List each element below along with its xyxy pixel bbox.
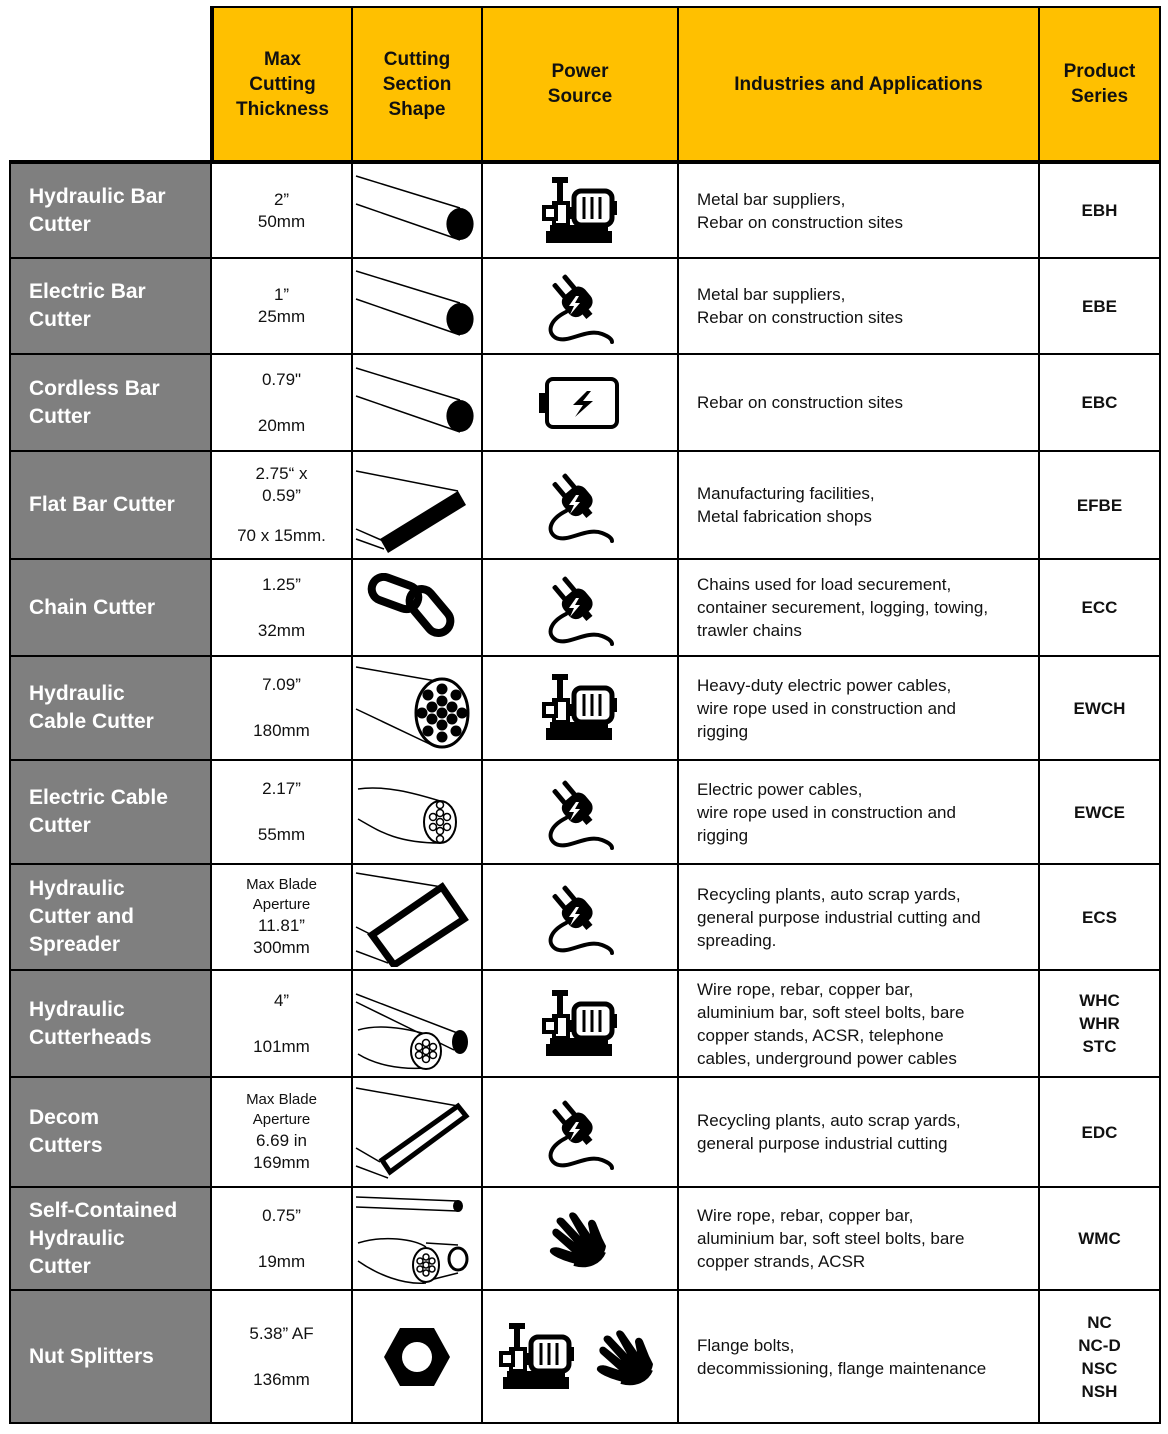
thickness-line: 6.69 in bbox=[255, 1131, 308, 1150]
thickness-line: 300mm bbox=[253, 938, 310, 957]
thickness-cell bbox=[212, 1188, 353, 1291]
product-name bbox=[29, 183, 166, 239]
product-series-code: NSC bbox=[1081, 1358, 1118, 1378]
hydraulic-pump-icon bbox=[497, 1319, 577, 1395]
bar-and-rope-icon bbox=[354, 976, 480, 1072]
applications-line: Electric power cables, bbox=[697, 779, 863, 799]
product-name-cell bbox=[9, 761, 212, 865]
applications-line: decommissioning, flange maintenance bbox=[697, 1358, 987, 1378]
thickness-line: Aperture bbox=[252, 896, 311, 913]
thickness-line: 101mm bbox=[253, 1036, 310, 1056]
applications-line: rigging bbox=[697, 721, 749, 741]
product-name-line: Hydraulic Bar bbox=[29, 184, 166, 208]
applications-line: spreading. bbox=[697, 930, 777, 950]
thickness-cell bbox=[212, 657, 353, 761]
product-series-code: EDC bbox=[1081, 1122, 1118, 1142]
hand-icon bbox=[591, 1324, 663, 1390]
applications-cell bbox=[679, 865, 1040, 971]
power-source-cell bbox=[483, 657, 679, 761]
product-name-cell bbox=[9, 1188, 212, 1291]
product-series-code: NC bbox=[1087, 1312, 1112, 1332]
product-series-code: STC bbox=[1082, 1037, 1117, 1056]
product-name-cell bbox=[9, 971, 212, 1078]
thickness-line: 11.81” bbox=[258, 916, 305, 935]
product-name bbox=[29, 1343, 154, 1371]
power-source-cell bbox=[483, 1078, 679, 1188]
thickness-line: 25mm bbox=[257, 307, 306, 326]
header-section-shape-line: Section bbox=[382, 73, 452, 95]
product-name-line: Self-Contained bbox=[29, 1198, 178, 1222]
box-section-icon bbox=[354, 867, 480, 967]
applications-line: Flange bolts, bbox=[697, 1335, 795, 1355]
thickness-line: 136mm bbox=[253, 1369, 310, 1389]
section-shape-cell bbox=[353, 971, 483, 1078]
product-name-cell bbox=[9, 560, 212, 657]
product-series-code: ECS bbox=[1082, 907, 1117, 927]
section-shape-cell bbox=[353, 761, 483, 865]
product-name-line: Decom bbox=[29, 1106, 100, 1129]
product-name-line: Hydraulic bbox=[29, 1226, 125, 1250]
thickness-line: 0.79" bbox=[261, 369, 302, 389]
thickness-line: 50mm bbox=[257, 211, 306, 231]
product-series-cell bbox=[1040, 1188, 1161, 1291]
header-section-shape bbox=[353, 6, 483, 162]
product-series-cell bbox=[1040, 865, 1161, 971]
round-bar-icon bbox=[354, 358, 480, 448]
section-shape-cell bbox=[353, 560, 483, 657]
thickness-cell bbox=[212, 259, 353, 355]
section-shape-cell bbox=[353, 1188, 483, 1291]
product-series-cell bbox=[1040, 1291, 1161, 1424]
thickness-cell bbox=[212, 865, 353, 971]
power-source-cell bbox=[483, 865, 679, 971]
header-industries bbox=[679, 6, 1040, 162]
thickness-line: 180mm bbox=[253, 721, 310, 740]
applications-text bbox=[697, 883, 981, 952]
header-section-shape-text bbox=[383, 47, 452, 122]
product-series-code: EWCE bbox=[1074, 802, 1125, 822]
thickness-cell bbox=[212, 355, 353, 452]
applications-cell bbox=[679, 971, 1040, 1078]
applications-line: Metal bar suppliers, bbox=[697, 285, 846, 304]
thickness-line: 0.75” bbox=[262, 1205, 301, 1225]
section-shape-cell bbox=[353, 1078, 483, 1188]
applications-line: Chains used for load securement, bbox=[697, 575, 952, 594]
product-name-line: Spreader bbox=[29, 933, 121, 956]
product-name-line: Electric Cable bbox=[29, 786, 168, 809]
product-name-line: Electric Bar bbox=[29, 280, 146, 303]
product-series-code: ECC bbox=[1081, 598, 1118, 617]
thickness-cell bbox=[212, 162, 353, 259]
section-shape-cell bbox=[353, 259, 483, 355]
electric-plug-icon bbox=[542, 568, 618, 648]
thickness-line: Max Blade bbox=[246, 876, 317, 893]
product-name bbox=[29, 278, 146, 334]
product-name-line: Hydraulic bbox=[29, 682, 125, 705]
hex-nut-icon bbox=[382, 1326, 452, 1388]
thickness-line: 4” bbox=[273, 990, 290, 1010]
product-name-cell bbox=[9, 1078, 212, 1188]
applications-line: Wire rope, rebar, copper bar, bbox=[697, 979, 914, 999]
applications-line: copper stands, ACSR, telephone bbox=[697, 1025, 944, 1045]
applications-cell bbox=[679, 162, 1040, 259]
applications-line: Rebar on construction sites bbox=[697, 308, 903, 327]
header-industries-line: Industries and Applications bbox=[734, 73, 983, 95]
applications-line: cables, underground power cables bbox=[697, 1048, 957, 1068]
product-name bbox=[29, 680, 154, 736]
applications-cell bbox=[679, 657, 1040, 761]
thickness-line: 2.75“ x bbox=[255, 464, 308, 483]
product-series-cell bbox=[1040, 1078, 1161, 1188]
applications-line: aluminium bar, soft steel bolts, bare bbox=[697, 1002, 965, 1022]
power-source-cell bbox=[483, 1188, 679, 1291]
header-blank-cell bbox=[9, 6, 212, 162]
header-power-source bbox=[483, 6, 679, 162]
electric-plug-icon bbox=[542, 772, 618, 852]
hydraulic-pump-icon bbox=[540, 173, 620, 249]
applications-line: Manufacturing facilities, bbox=[697, 484, 875, 503]
thickness-cell bbox=[212, 560, 353, 657]
thickness-cell bbox=[212, 761, 353, 865]
applications-line: Metal fabrication shops bbox=[697, 507, 872, 526]
thickness-line: 0.59” bbox=[262, 486, 301, 505]
product-name-cell bbox=[9, 1291, 212, 1424]
product-name bbox=[29, 875, 134, 959]
product-series-code: EWCH bbox=[1073, 698, 1126, 718]
section-shape-cell bbox=[353, 1291, 483, 1424]
thickness-line: 1” bbox=[273, 285, 290, 304]
applications-text bbox=[697, 283, 903, 329]
applications-text bbox=[697, 1334, 986, 1380]
applications-cell bbox=[679, 1078, 1040, 1188]
header-max-thickness-line: Max bbox=[264, 48, 301, 70]
hand-icon bbox=[544, 1206, 616, 1272]
product-name bbox=[29, 594, 155, 622]
product-name-cell bbox=[9, 657, 212, 761]
product-series-cell bbox=[1040, 452, 1161, 560]
section-shape-cell bbox=[353, 355, 483, 452]
header-product-series bbox=[1040, 6, 1161, 162]
header-product-series-line: Product bbox=[1063, 61, 1136, 82]
product-series-cell bbox=[1040, 761, 1161, 865]
applications-line: trawler chains bbox=[697, 621, 802, 640]
product-series-code: EBH bbox=[1081, 201, 1118, 220]
applications-line: general purpose industrial cutting and bbox=[697, 907, 981, 927]
header-max-thickness-line: Thickness bbox=[236, 98, 329, 120]
flat-section-icon bbox=[354, 1082, 480, 1182]
product-series-code: WMC bbox=[1078, 1229, 1121, 1248]
product-series-code: EBE bbox=[1082, 296, 1117, 316]
product-name-line: Cutter bbox=[29, 404, 91, 428]
power-source-cell bbox=[483, 761, 679, 865]
product-series-code: EBC bbox=[1081, 393, 1118, 412]
product-name bbox=[29, 375, 160, 431]
applications-line: Rebar on construction sites bbox=[697, 212, 903, 232]
applications-text bbox=[697, 978, 964, 1070]
power-source-cell bbox=[483, 162, 679, 259]
thickness-line: Max Blade bbox=[246, 1091, 317, 1108]
product-name bbox=[29, 491, 175, 519]
header-power-source-line: Source bbox=[547, 86, 613, 107]
power-source-cell bbox=[483, 259, 679, 355]
section-shape-cell bbox=[353, 657, 483, 761]
section-shape-cell bbox=[353, 162, 483, 259]
product-name bbox=[29, 996, 152, 1052]
thickness-line: 2” bbox=[273, 189, 290, 209]
round-bar-icon bbox=[354, 166, 480, 256]
hydraulic-pump-icon bbox=[540, 670, 620, 746]
thickness-cell bbox=[212, 1291, 353, 1424]
applications-cell bbox=[679, 452, 1040, 560]
section-shape-cell bbox=[353, 452, 483, 560]
applications-text bbox=[697, 674, 956, 743]
hydraulic-pump-icon bbox=[540, 986, 620, 1062]
thickness-line: 70 x 15mm. bbox=[237, 526, 326, 545]
applications-text bbox=[697, 1204, 964, 1273]
product-name-line: Cutter bbox=[29, 814, 91, 837]
header-section-shape-line: Cutting bbox=[383, 48, 451, 70]
product-series-cell bbox=[1040, 162, 1161, 259]
thickness-line: 32mm bbox=[257, 620, 306, 640]
product-comparison-table bbox=[9, 6, 1161, 1428]
product-series-cell bbox=[1040, 971, 1161, 1078]
product-name-cell bbox=[9, 355, 212, 452]
product-series-code: NSH bbox=[1081, 1381, 1118, 1401]
header-power-source-text bbox=[548, 59, 612, 109]
applications-cell bbox=[679, 560, 1040, 657]
product-series-code: EFBE bbox=[1076, 495, 1123, 515]
applications-line: Heavy-duty electric power cables, bbox=[697, 675, 952, 695]
product-name-line: Flat Bar Cutter bbox=[29, 493, 175, 516]
applications-text bbox=[697, 391, 903, 414]
product-name bbox=[29, 784, 168, 840]
product-name-cell bbox=[9, 865, 212, 971]
product-series-cell bbox=[1040, 560, 1161, 657]
header-max-thickness-line: Cutting bbox=[249, 73, 316, 95]
applications-cell bbox=[679, 1188, 1040, 1291]
cable-icon bbox=[354, 663, 480, 753]
product-name-line: Cutter bbox=[29, 1254, 91, 1278]
header-product-series-line: Series bbox=[1070, 86, 1129, 107]
electric-plug-icon bbox=[542, 877, 618, 957]
product-name-line: Cutterheads bbox=[29, 1025, 152, 1049]
product-name bbox=[29, 1197, 177, 1281]
applications-text bbox=[697, 1109, 961, 1155]
power-source-cell bbox=[483, 1291, 679, 1424]
product-name-cell bbox=[9, 259, 212, 355]
applications-cell bbox=[679, 761, 1040, 865]
applications-line: rigging bbox=[697, 825, 749, 845]
header-power-source-line: Power bbox=[551, 61, 609, 82]
thickness-cell bbox=[212, 971, 353, 1078]
applications-text bbox=[697, 482, 875, 528]
thickness-line: 19mm bbox=[257, 1251, 306, 1271]
applications-line: container securement, logging, towing, bbox=[697, 598, 989, 617]
product-series-cell bbox=[1040, 355, 1161, 452]
power-source-cell bbox=[483, 452, 679, 560]
applications-line: Recycling plants, auto scrap yards, bbox=[697, 1111, 961, 1130]
product-name-line: Cutter and bbox=[29, 905, 134, 928]
battery-icon bbox=[537, 375, 623, 431]
product-name-line: Nut Splitters bbox=[29, 1344, 154, 1368]
product-name-line: Cable Cutter bbox=[29, 710, 154, 733]
thickness-line: 7.09” bbox=[262, 675, 301, 694]
applications-line: Metal bar suppliers, bbox=[697, 189, 846, 209]
product-name-line: Hydraulic bbox=[29, 877, 125, 900]
applications-line: Rebar on construction sites bbox=[697, 393, 903, 412]
electric-plug-icon bbox=[542, 465, 618, 545]
rod-rope-tube-icon bbox=[354, 1189, 480, 1289]
electric-plug-icon bbox=[542, 266, 618, 346]
wire-rope-icon bbox=[354, 767, 480, 857]
product-series-code: WHC bbox=[1079, 991, 1120, 1010]
applications-line: copper strands, ACSR bbox=[697, 1252, 866, 1271]
product-name-line: Hydraulic bbox=[29, 997, 125, 1021]
applications-line: general purpose industrial cutting bbox=[697, 1134, 948, 1153]
product-name-cell bbox=[9, 452, 212, 560]
thickness-line: 2.17” bbox=[262, 779, 301, 798]
product-name-line: Cutters bbox=[29, 1134, 103, 1157]
applications-line: Wire rope, rebar, copper bar, bbox=[697, 1206, 914, 1225]
product-series-cell bbox=[1040, 259, 1161, 355]
thickness-line: 169mm bbox=[253, 1153, 310, 1172]
electric-plug-icon bbox=[542, 1092, 618, 1172]
header-max-thickness bbox=[212, 6, 353, 162]
round-bar-icon bbox=[354, 261, 480, 351]
product-name-line: Cutter bbox=[29, 308, 91, 331]
thickness-line: 55mm bbox=[257, 825, 306, 844]
thickness-line: Aperture bbox=[252, 1111, 311, 1128]
thickness-cell bbox=[212, 1078, 353, 1188]
applications-line: wire rope used in construction and bbox=[697, 802, 956, 822]
header-product-series-text bbox=[1064, 59, 1136, 109]
product-series-code: WHR bbox=[1079, 1014, 1120, 1033]
product-name-line: Cordless Bar bbox=[29, 376, 160, 400]
product-name-line: Chain Cutter bbox=[29, 595, 155, 619]
power-source-cell bbox=[483, 971, 679, 1078]
chain-icon bbox=[367, 573, 467, 643]
applications-text bbox=[697, 188, 903, 234]
product-name-cell bbox=[9, 162, 212, 259]
thickness-line: 20mm bbox=[257, 415, 306, 435]
applications-line: wire rope used in construction and bbox=[697, 698, 956, 718]
applications-text bbox=[697, 573, 988, 642]
thickness-line: 5.38” AF bbox=[249, 1323, 314, 1343]
product-name-line: Cutter bbox=[29, 212, 91, 236]
product-name bbox=[29, 1104, 103, 1160]
applications-text bbox=[697, 778, 956, 847]
power-source-cell bbox=[483, 355, 679, 452]
power-source-cell bbox=[483, 560, 679, 657]
thickness-cell bbox=[212, 452, 353, 560]
applications-line: aluminium bar, soft steel bolts, bare bbox=[697, 1229, 965, 1248]
thickness-line: 1.25” bbox=[262, 574, 301, 594]
product-series-code: NC-D bbox=[1078, 1335, 1121, 1355]
applications-line: Recycling plants, auto scrap yards, bbox=[697, 884, 961, 904]
header-max-thickness-text bbox=[236, 47, 329, 122]
applications-cell bbox=[679, 355, 1040, 452]
product-series-cell bbox=[1040, 657, 1161, 761]
applications-cell bbox=[679, 1291, 1040, 1424]
header-industries-text bbox=[734, 72, 982, 97]
section-shape-cell bbox=[353, 865, 483, 971]
header-section-shape-line: Shape bbox=[388, 98, 446, 120]
flat-bar-icon bbox=[354, 457, 480, 553]
applications-cell bbox=[679, 259, 1040, 355]
